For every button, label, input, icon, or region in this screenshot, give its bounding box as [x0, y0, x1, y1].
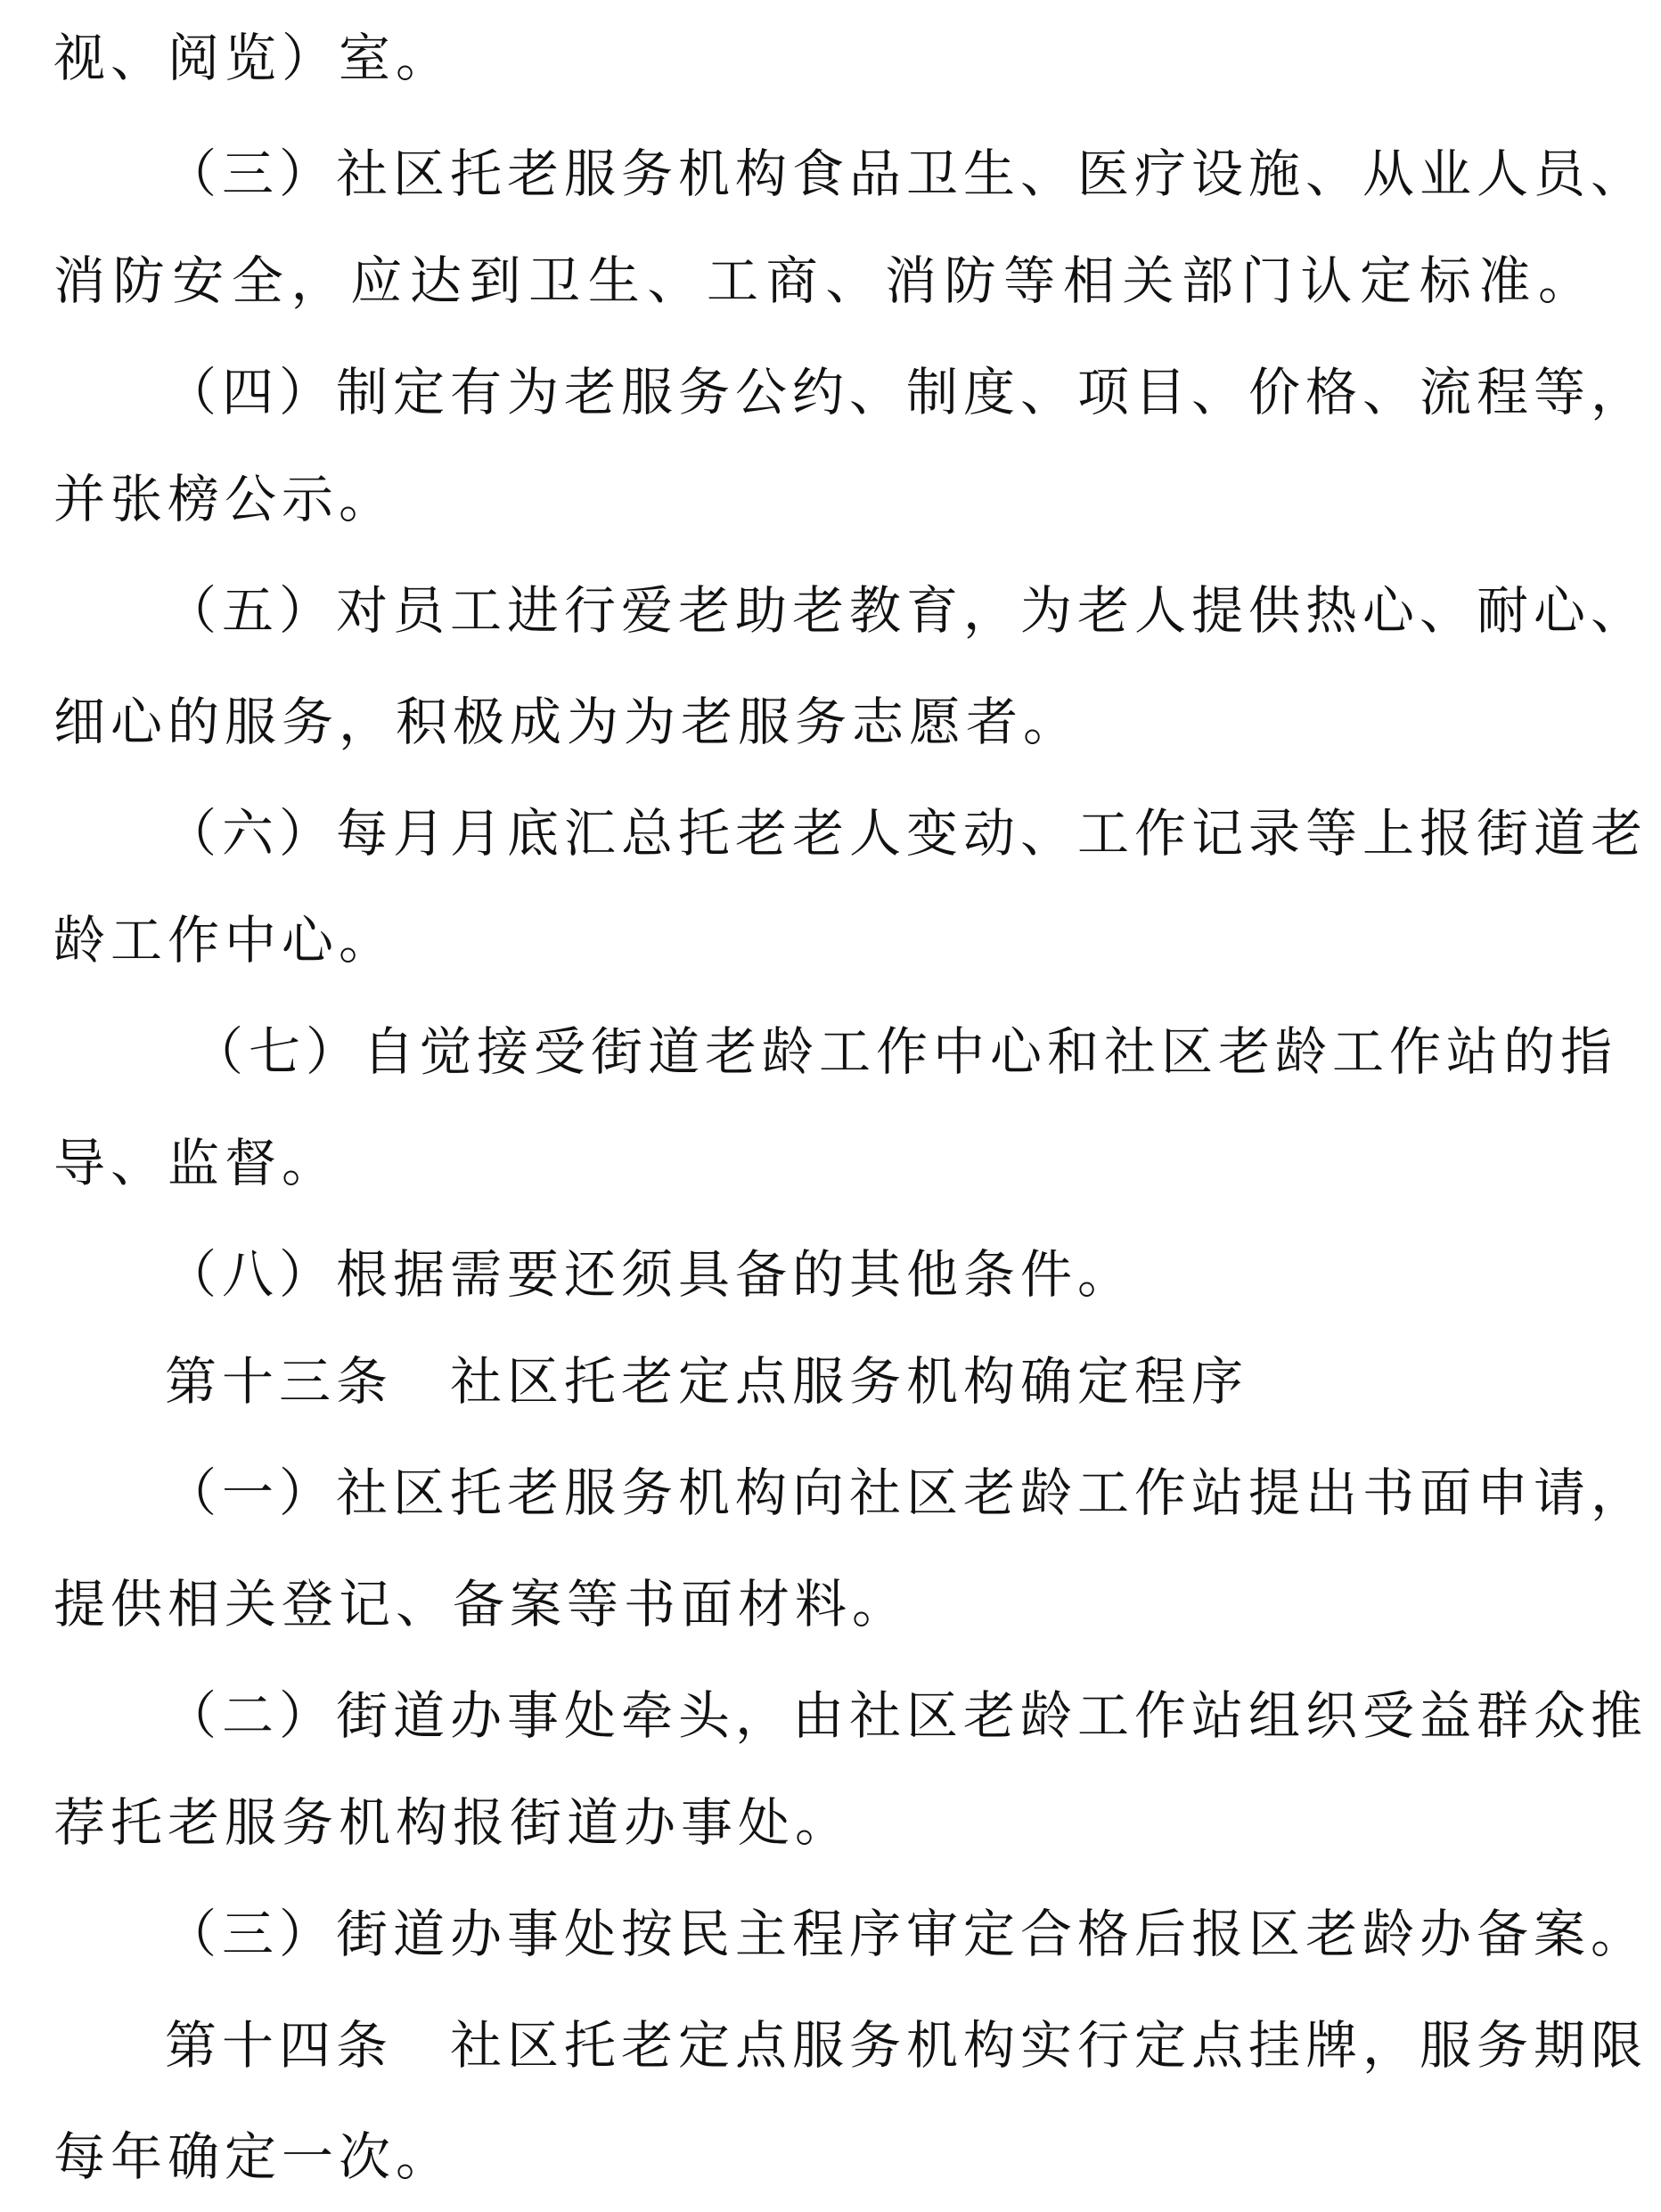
- text-line-7: 细心的服务，积极成为为老服务志愿者。: [53, 692, 1081, 752]
- text-line-20: 每年确定一次。: [53, 2126, 454, 2187]
- text-line-5: 并张榜公示。: [53, 469, 397, 529]
- text-line-2: （三）社区托老服务机构食品卫生、医疗设施、从业人员、: [165, 143, 1649, 204]
- text-line-16: （二）街道办事处牵头，由社区老龄工作站组织受益群众推: [165, 1685, 1649, 1746]
- text-line-12: （八）根据需要还须具备的其他条件。: [165, 1244, 1135, 1305]
- text-line-10: （七）自觉接受街道老龄工作中心和社区老龄工作站的指: [192, 1021, 1618, 1082]
- text-line-9: 龄工作中心。: [53, 910, 397, 971]
- text-line-4: （四）制定有为老服务公约、制度、项目、价格、流程等，: [165, 362, 1649, 422]
- text-line-6: （五）对员工进行爱老助老教育，为老人提供热心、耐心、: [165, 580, 1649, 641]
- text-line-15: 提供相关登记、备案等书面材料。: [53, 1574, 910, 1634]
- text-line-3: 消防安全，应达到卫生、工商、消防等相关部门认定标准。: [53, 250, 1595, 311]
- article-14-heading: 第十四条 社区托老定点服务机构实行定点挂牌，服务期限: [165, 2015, 1649, 2076]
- text-line-14: （一）社区托老服务机构向社区老龄工作站提出书面申请，: [165, 1462, 1649, 1523]
- text-line-1: 视、阅览）室。: [53, 28, 454, 88]
- text-line-8: （六）每月月底汇总托老老人变动、工作记录等上报街道老: [165, 803, 1649, 864]
- article-13-heading: 第十三条 社区托老定点服务机构确定程序: [165, 1351, 1249, 1412]
- text-line-11: 导、监督。: [53, 1133, 340, 1193]
- text-line-18: （三）街道办事处按民主程序审定合格后报区老龄办备案。: [165, 1904, 1649, 1964]
- text-line-17: 荐托老服务机构报街道办事处。: [53, 1792, 853, 1853]
